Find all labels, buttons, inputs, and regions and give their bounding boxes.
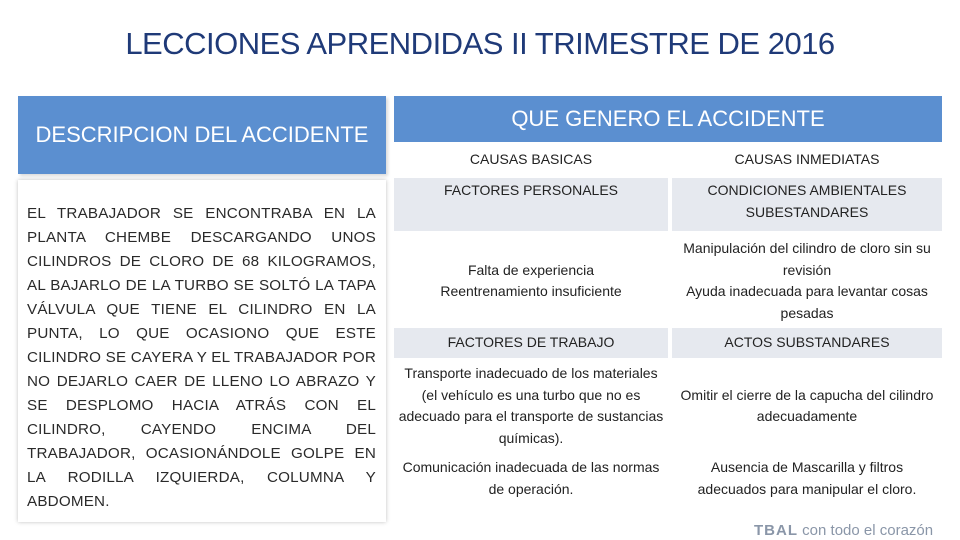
col-header-immediate-causes-text: CAUSAS INMEDIATAS bbox=[734, 151, 880, 168]
description-text: EL TRABAJADOR SE ENCONTRABA EN LA PLANTA CHEMBE DESCARGANDO UNOS CILINDROS DE CLORO DE 68 KILOGRAMOS, AL BAJARLO DE LA TURBO SE SOLTÓ LA TAPA VÁLVULA QUE TIENE EL CILINDRO EN LA PUNTA, LO QUE OCASIONO QUE ESTE CILINDRO SE CAYERA Y EL TRABAJADOR POR NO DEJARLO CAER DE LLENO LO ABRAZO Y SE DESPLOMO HACIA ATRÁS CON EL CILINDRO, CAYENDO ENCIMA DEL TRABAJADOR, OCASIONÁNDOLE GOLPE EN LA RODILLA IZQUIERDA, COLUMNA Y ABDOMEN. bbox=[27, 205, 376, 510]
basic-cause-3-cell bbox=[394, 454, 668, 520]
basic-cause-1-cell bbox=[394, 235, 668, 327]
basic-cause-1-text: Falta de experiencia Reentrenamiento insuficiente bbox=[440, 261, 622, 299]
col-header-basic-causes-text: CAUSAS BASICAS bbox=[469, 151, 593, 168]
immediate-cause-1-text: Manipulación del cilindro de cloro sin su revisión Ayuda inadecuada para levantar cosas pesadas bbox=[683, 240, 931, 321]
substandard-acts-cell bbox=[672, 328, 942, 358]
logo-slogan: con todo el corazón bbox=[802, 522, 934, 539]
work-factors-text: FACTORES DE TRABAJO bbox=[447, 334, 615, 351]
company-logo bbox=[754, 522, 960, 540]
col-header-immediate-causes bbox=[672, 146, 942, 174]
immediate-cause-2-text: Omitir el cierre de la capucha del cilindro adecuadamente bbox=[680, 386, 934, 424]
immediate-cause-1-cell bbox=[672, 235, 942, 327]
work-factors-cell bbox=[394, 328, 668, 358]
logo-mark: TBAL bbox=[754, 522, 798, 539]
basic-cause-2-text: Transporte inadecuado de los materiales (el vehículo es una turbo que no es adecuado para el transporte de sustancias químicas). bbox=[398, 365, 664, 446]
immediate-cause-2-cell bbox=[672, 362, 942, 450]
description-panel bbox=[18, 180, 386, 522]
page-title: LECCIONES APRENDIDAS II TRIMESTRE DE 2016 bbox=[125, 26, 835, 61]
causes-header: QUE GENERO EL ACCIDENTE bbox=[394, 96, 942, 142]
substandard-acts-text: ACTOS SUBSTANDARES bbox=[724, 334, 890, 351]
col-header-basic-causes bbox=[394, 146, 668, 174]
immediate-cause-3-text: Ausencia de Mascarilla y filtros adecuados para manipular el cloro. bbox=[697, 459, 917, 497]
immediate-cause-3-cell bbox=[672, 454, 942, 520]
environmental-conditions-text: CONDICIONES AMBIENTALES SUBESTANDARES bbox=[707, 182, 907, 220]
personal-factors-cell bbox=[394, 178, 668, 231]
basic-cause-2-cell bbox=[394, 362, 668, 450]
basic-cause-3-text: Comunicación inadecuada de las normas de operación. bbox=[402, 459, 660, 497]
environmental-conditions-cell bbox=[672, 178, 942, 231]
personal-factors-text: FACTORES PERSONALES bbox=[443, 182, 618, 198]
description-header: DESCRIPCION DEL ACCIDENTE bbox=[18, 96, 386, 174]
